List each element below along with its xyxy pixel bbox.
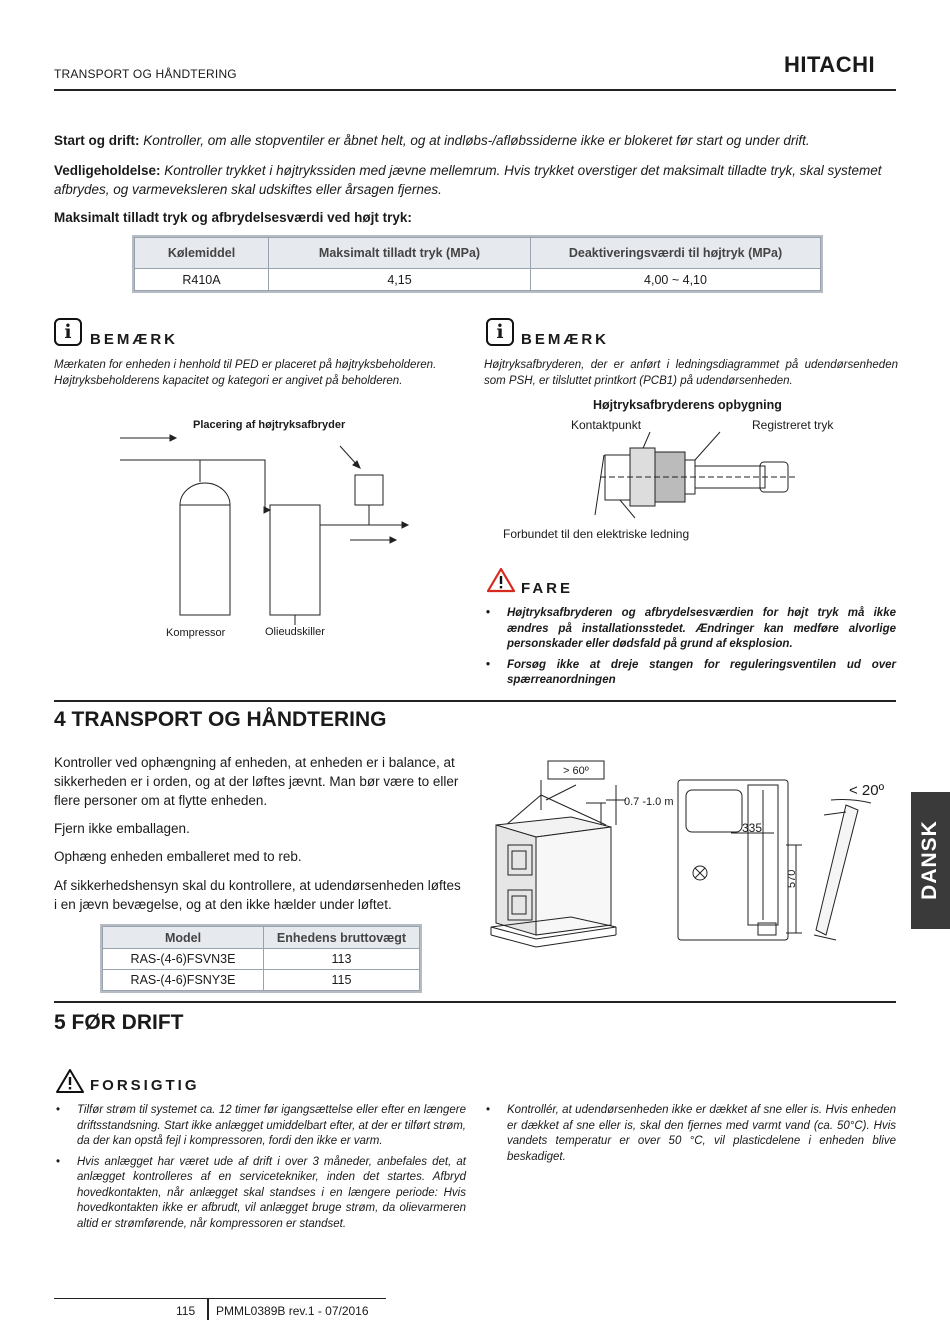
dim-570-label: 570 — [786, 869, 798, 888]
list-item: • Tilfør strøm til systemet ca. 12 timer før igangsættelse eller efter en længere driftsstandsning. Start ikke anlægget umiddelbart efter, at der er tilført strøm, da der kan opstå fejl i kompressoren, fordi den ikke er varm. — [54, 1103, 466, 1150]
section4-paragraph-1: Kontroller ved ophængning af enheden, at enheden er i balance, at sikkerheden er i orden, og at der løftes jævnt. Man bør være to eller flere personer om at flytte enheden. — [54, 755, 459, 808]
weight-table — [100, 924, 422, 993]
pressure-col-max: Maksimalt tilladt tryk (MPa) — [269, 238, 531, 269]
warning-triangle-icon — [487, 567, 515, 593]
maintenance-paragraph — [54, 161, 899, 199]
weight-cell: 113 — [264, 949, 420, 970]
list-item: • Hvis anlægget har været ude af drift i over 3 måneder, anbefales det, at anlægget kontrolleres af en servicetekniker, inden det startes. Afbryd hovedkontakten, når anlægget skal standses i en længere periode: Hvis hovedkontakten ikke er afbrudt, vil anlægget bruge strøm, da olievarmeren altid er strømførende, når kompressoren er standset. — [54, 1155, 466, 1233]
table-row — [135, 269, 821, 291]
section4-title: 4 TRANSPORT OG HÅNDTERING — [54, 708, 387, 731]
page-number: 115 — [176, 1304, 196, 1318]
list-item: • Højtryksafbryderen og afbrydelsesværdien for højt tryk må ikke ændres på installationsstedet. Ændringer kan medføre alvorlige personskader eller dødsfald på grund af eksplosion. — [484, 606, 896, 653]
table-row — [103, 970, 420, 991]
tilt-label: < 20º — [849, 782, 885, 799]
section4-divider — [54, 700, 896, 702]
note-left-text: Mærkaten for enheden i henhold til PED er placeret på højtryksbeholderen. Højtryksbeholderens kapacitet og kategori er angivet på beholderen. — [54, 359, 437, 387]
maintenance-label: Vedligeholdelse: — [54, 163, 161, 178]
weight-cell: RAS-(4-6)FSVN3E — [103, 949, 264, 970]
section4-paragraph-2: Fjern ikke emballagen. — [54, 821, 190, 836]
pressure-label: Registreret tryk — [752, 418, 834, 432]
footer-separator — [207, 1298, 209, 1320]
start-text: Kontroller, om alle stopventiler er åbnet helt, og at indløbs-/afløbssiderne ikke er blokeret før start og under drift. — [139, 133, 810, 148]
switch-construction-drawing — [590, 430, 805, 520]
weight-cell: 115 — [264, 970, 420, 991]
footer-divider — [54, 1298, 386, 1299]
angle-label: > 60º — [563, 765, 589, 777]
header-divider — [54, 89, 896, 91]
warning-title: FARE — [521, 580, 574, 597]
document-id: PMML0389B rev.1 - 07/2016 — [216, 1304, 369, 1318]
maintenance-text: Kontroller trykket i højtrykssiden med jævne mellemrum. Hvis trykket overstiger det maksimalt tilladte tryk, skal systemet afbrydes, og varmeveksleren skal udskiftes eller årsagen fjernes. — [54, 163, 882, 197]
oil-separator-label: Olieudskiller — [265, 626, 325, 638]
note-right-title: BEMÆRK — [521, 331, 609, 348]
pressure-cell: 4,15 — [269, 269, 531, 291]
list-item: • Forsøg ikke at dreje stangen for reguleringsventilen ud over spærreanordningen — [484, 658, 896, 689]
weight-cell: RAS-(4-6)FSNY3E — [103, 970, 264, 991]
pressure-heading: Maksimalt tilladt tryk og afbrydelsesværdi ved højt tryk: — [54, 210, 412, 225]
weight-col-weight: Enhedens bruttovægt — [264, 927, 420, 949]
contact-point-label: Kontaktpunkt — [571, 418, 642, 432]
pressure-table — [132, 235, 823, 293]
note-right-text: Højtryksafbryderen, der er anført i ledningsdiagrammet på udendørsenheden som PSH, er tilsluttet printkort (PCB1) på udendørsenheden. — [484, 359, 898, 387]
pressure-col-refrigerant: Kølemiddel — [135, 238, 269, 269]
note-left-title: BEMÆRK — [90, 331, 178, 348]
table-row — [103, 949, 420, 970]
section5-title: 5 FØR DRIFT — [54, 1011, 184, 1034]
language-tab — [911, 792, 950, 929]
compressor-label: Kompressor — [166, 627, 226, 639]
header-title: TRANSPORT OG HÅNDTERING — [54, 67, 237, 81]
info-icon: i — [486, 318, 514, 346]
start-label: Start og drift: — [54, 133, 140, 148]
pressure-cell: 4,00 ~ 4,10 — [531, 269, 821, 291]
pressure-cell: R410A — [135, 269, 269, 291]
caution-list-left — [54, 1103, 466, 1237]
list-item: • Kontrollér, at udendørsenheden ikke er dækket af sne eller is. Hvis enheden er dækket af sne eller is, skal den fjernes med varmt vand (ca. 50°C). Hvis vandets temperatur er over 50 °C, vil plasticdelene i enheden blive beskadiget. — [484, 1103, 896, 1165]
caution-title: FORSIGTIG — [90, 1077, 200, 1094]
caution-triangle-icon — [56, 1068, 84, 1094]
pressure-col-cutout: Deaktiveringsværdi til højtryk (MPa) — [531, 238, 821, 269]
section4-paragraph-4: Af sikkerhedshensyn skal du kontrollere, at udendørsenheden løftes i en jævn bevægelse, og at den ikke hælder under løftet. — [54, 878, 461, 912]
dim-335-label: 335 — [742, 821, 763, 835]
section4-paragraph-3: Ophæng enheden emballeret med to reb. — [54, 849, 302, 864]
switch-construction-title: Højtryksafbryderens opbygning — [593, 398, 782, 412]
switch-location-diagram — [110, 430, 430, 630]
weight-col-model: Model — [103, 927, 264, 949]
height-label: 0.7 -1.0 m — [624, 796, 674, 808]
start-paragraph — [54, 131, 899, 150]
warning-list — [484, 606, 896, 694]
switch-location-title: Placering af højtryksafbryder — [193, 419, 346, 431]
lifting-figure — [486, 755, 886, 950]
info-icon: i — [54, 318, 82, 346]
wire-label: Forbundet til den elektriske ledning — [503, 527, 690, 541]
hitachi-logo: HITACHI — [784, 52, 876, 77]
caution-list-right — [484, 1103, 896, 1170]
section5-divider — [54, 1001, 896, 1003]
language-tab-label: DANSK — [918, 820, 941, 900]
